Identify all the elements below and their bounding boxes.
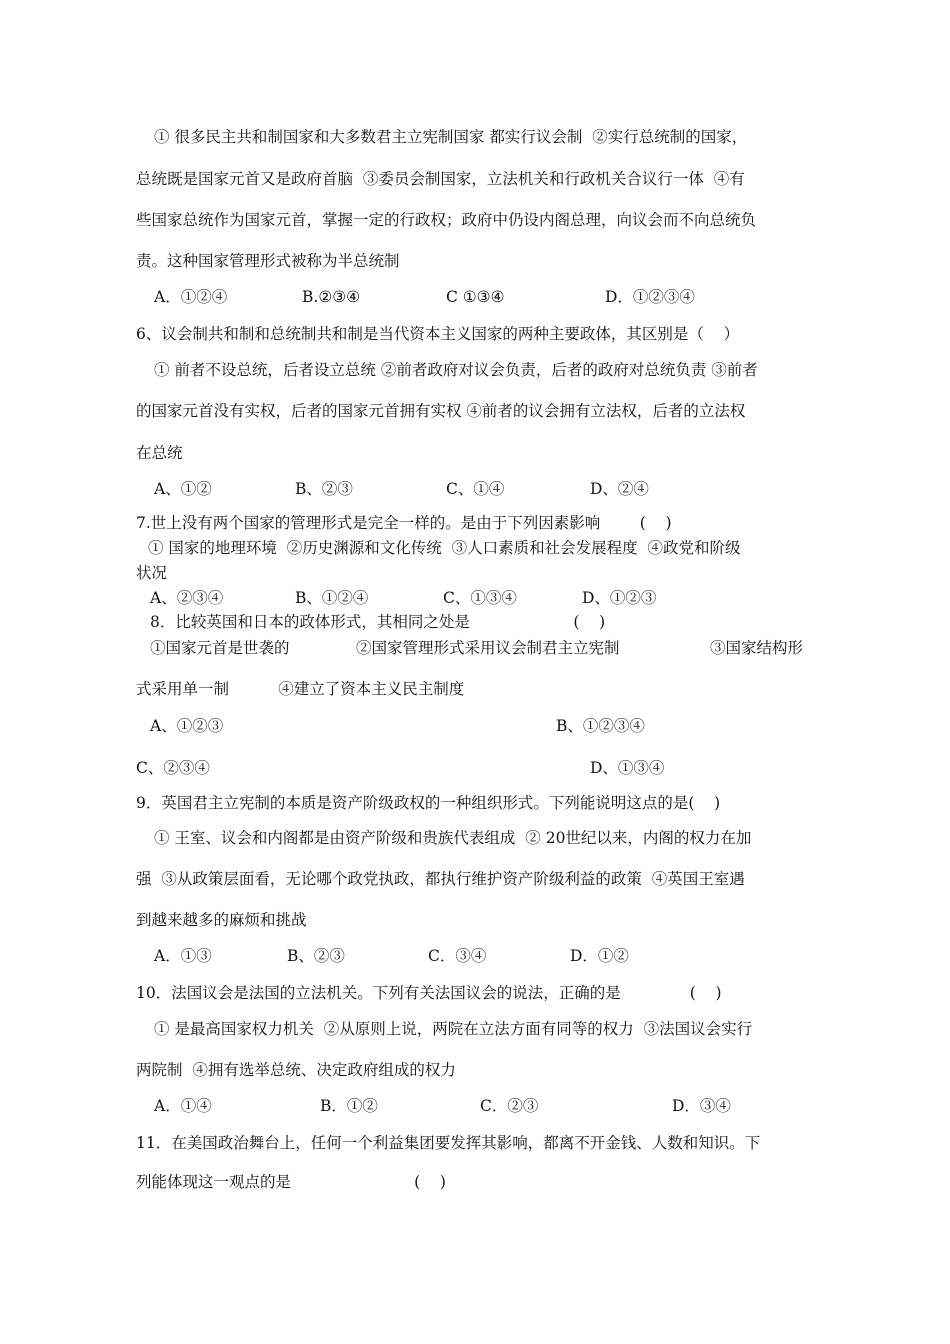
- q8-statement-line-2: 式采用单一制 ④建立了资本主义民主制度: [136, 680, 465, 698]
- q7-option-a: A、②③④: [150, 589, 224, 607]
- q9-option-a: A．①③: [154, 947, 212, 965]
- q5-statement-line-3: 些国家总统作为国家元首，掌握一定的行政权；政府中仍设内阁总理，向议会而不向总统负: [136, 211, 757, 229]
- q5-statement-line-1: ① 很多民主共和制国家和大多数君主立宪制国家 都实行议会制 ②实行总统制的国家，: [154, 128, 748, 146]
- q10-option-d: D．③④: [672, 1097, 731, 1115]
- q8-option-a: A、①②③: [150, 717, 224, 735]
- q5-option-c: C ①③④: [446, 288, 505, 306]
- q7-option-c: C、①③④: [443, 589, 517, 607]
- q11-question-line-2: 列能体现这一观点的是 ( ): [136, 1173, 446, 1191]
- q8-question: 8．比较英国和日本的政体形式，其相同之处是 ( ): [150, 613, 606, 631]
- q10-option-b: B．①②: [320, 1097, 378, 1115]
- q6-option-a: A、①②: [154, 480, 212, 498]
- q6-statement-line-3: 在总统: [136, 444, 183, 462]
- q9-option-b: B、②③: [287, 947, 345, 965]
- q7-option-d: D、①②③: [582, 589, 657, 607]
- q5-option-b: B.②③④: [302, 288, 361, 306]
- q9-statement-line-2: 强 ③从政策层面看，无论哪个政党执政，都执行维护资产阶级利益的政策 ④英国王室遇: [136, 870, 745, 888]
- q7-question: 7.世上没有两个国家的管理形式是完全一样的。是由于下列因素影响 ( ): [136, 514, 672, 532]
- q9-option-d: D．①②: [570, 947, 629, 965]
- q5-option-a: A．①②④: [154, 288, 228, 306]
- q9-option-c: C．③④: [428, 947, 487, 965]
- q6-option-d: D、②④: [590, 480, 649, 498]
- q6-question: 6、议会制共和制和总统制共和制是当代资本主义国家的两种主要政体，其区别是（ ）: [136, 325, 740, 343]
- q8-statement-2: ②国家管理形式采用议会制君主立宪制: [356, 639, 620, 657]
- q5-statement-line-2: 总统既是国家元首又是政府首脑 ③委员会制国家，立法机关和行政机关合议行一体 ④有: [136, 170, 745, 188]
- q7-statement-line-2: 状况: [136, 564, 168, 582]
- q6-option-b: B、②③: [295, 480, 353, 498]
- q9-statement-line-3: 到越来越多的麻烦和挑战: [136, 911, 307, 929]
- q9-question: 9．英国君主立宪制的本质是资产阶级政权的一种组织形式。下列能说明这点的是( ): [136, 794, 721, 812]
- q10-option-a: A．①④: [154, 1097, 212, 1115]
- q7-statement-line-1: ① 国家的地理环境 ②历史渊源和文化传统 ③人口素质和社会发展程度 ④政党和阶级: [148, 539, 741, 557]
- q10-option-c: C．②③: [480, 1097, 539, 1115]
- q10-statement-line-2: 两院制 ④拥有选举总统、决定政府组成的权力: [136, 1061, 456, 1079]
- q8-statement-3: ③国家结构形: [710, 639, 804, 657]
- q6-statement-line-1: ① 前者不设总统，后者设立总统 ②前者政府对议会负责，后者的政府对总统负责 ③前者: [154, 361, 758, 379]
- q8-statement-1: ①国家元首是世袭的: [150, 639, 290, 657]
- q6-option-c: C、①④: [446, 480, 505, 498]
- q11-question-line-1: 11．在美国政治舞台上，任何一个利益集团要发挥其影响，都离不开金钱、人数和知识。下: [136, 1134, 761, 1152]
- q6-statement-line-2: 的国家元首没有实权，后者的国家元首拥有实权 ④前者的议会拥有立法权，后者的立法权: [136, 402, 746, 420]
- q5-option-d: D．①②③④: [605, 288, 695, 306]
- q8-option-c: C、②③④: [136, 759, 210, 777]
- q9-statement-line-1: ① 王室、议会和内阁都是由资产阶级和贵族代表组成 ② 20世纪以来，内阁的权力在加: [154, 829, 752, 847]
- q5-statement-line-4: 责。这种国家管理形式被称为半总统制: [136, 252, 400, 270]
- q10-statement-line-1: ① 是最高国家权力机关 ②从原则上说，两院在立法方面有同等的权力 ③法国议会实行: [154, 1020, 753, 1038]
- q10-question: 10．法国议会是法国的立法机关。下列有关法国议会的说法，正确的是 ( ): [136, 984, 722, 1002]
- q8-option-d: D、①③④: [590, 759, 665, 777]
- q8-option-b: B、①②③④: [556, 717, 645, 735]
- q7-option-b: B、①②④: [295, 589, 369, 607]
